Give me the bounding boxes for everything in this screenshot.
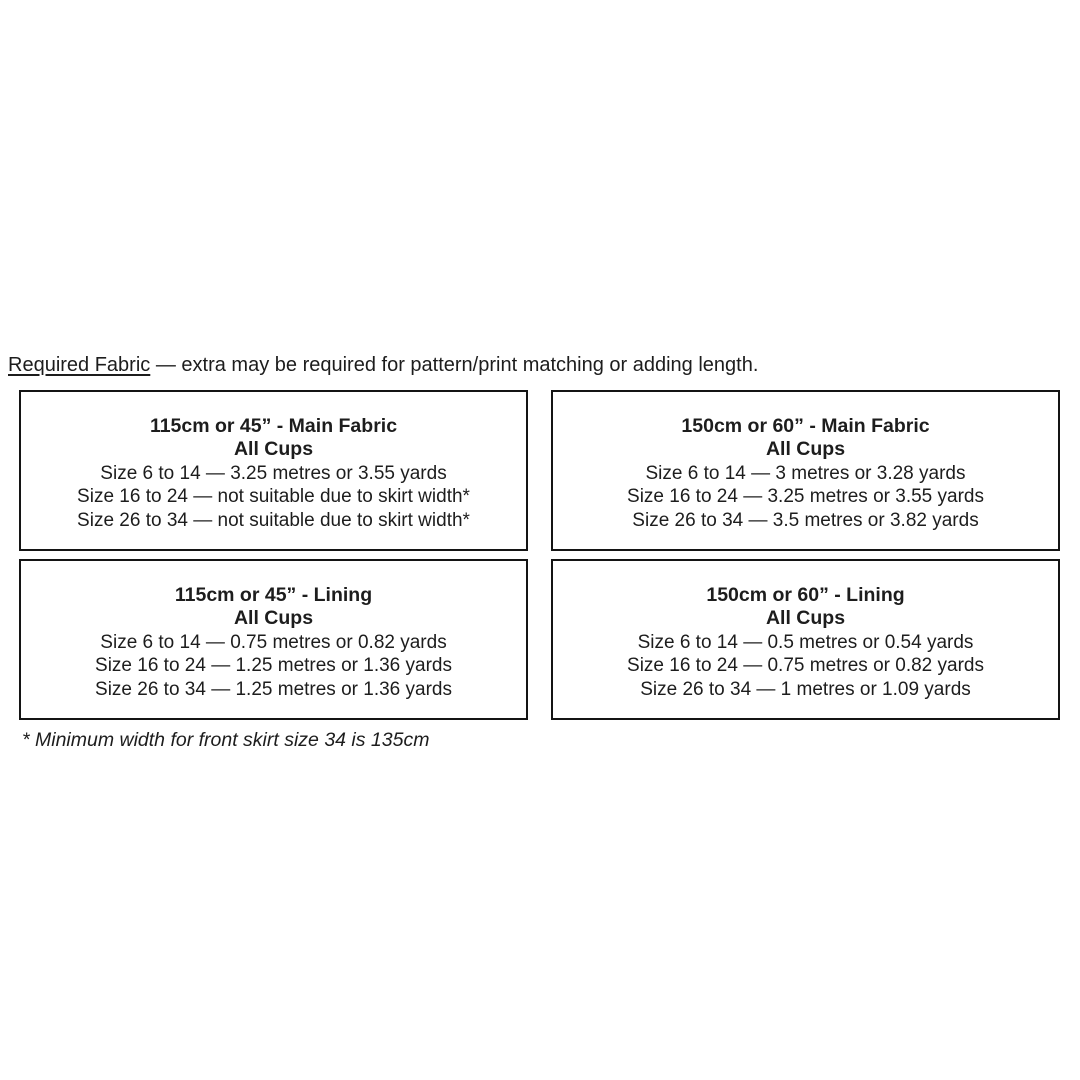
size-requirement-line: Size 16 to 24 — 3.25 metres or 3.55 yards — [627, 486, 984, 508]
box-subtitle: All Cups — [233, 438, 314, 461]
required-fabric-heading — [8, 353, 758, 378]
size-requirement-line: Size 16 to 24 — not suitable due to skirt width* — [77, 486, 470, 508]
size-requirement-line: Size 16 to 24 — 1.25 metres or 1.36 yards — [95, 655, 452, 677]
size-requirement-line: Size 16 to 24 — 0.75 metres or 0.82 yards — [627, 655, 984, 677]
size-requirement-line: Size 26 to 34 — 3.5 metres or 3.82 yards — [632, 509, 979, 531]
box-title: 115cm or 45” - Main Fabric — [149, 414, 398, 437]
box-title: 150cm or 60” - Lining — [706, 583, 905, 606]
required-fabric-note: — extra may be required for pattern/print matching or adding length. — [150, 354, 759, 376]
required-fabric-label: Required Fabric — [8, 354, 151, 376]
size-requirement-line: Size 6 to 14 — 3 metres or 3.28 yards — [645, 462, 966, 484]
size-requirement-line: Size 26 to 34 — 1 metres or 1.09 yards — [640, 678, 971, 700]
size-requirement-line: Size 26 to 34 — 1.25 metres or 1.36 yards — [95, 678, 452, 700]
size-requirement-line: Size 6 to 14 — 3.25 metres or 3.55 yards — [100, 462, 447, 484]
minimum-width-footnote: * Minimum width for front skirt size 34 is 135cm — [22, 729, 430, 751]
fabric-requirements-grid — [19, 390, 1060, 720]
box-title: 150cm or 60” - Main Fabric — [681, 414, 930, 437]
box-title: 115cm or 45” - Lining — [174, 583, 373, 606]
box-main-fabric-115cm — [19, 390, 528, 551]
box-lining-115cm — [19, 559, 528, 720]
box-lining-150cm — [551, 559, 1060, 720]
size-requirement-line: Size 6 to 14 — 0.5 metres or 0.54 yards — [637, 631, 974, 653]
box-main-fabric-150cm — [551, 390, 1060, 551]
size-requirement-line: Size 6 to 14 — 0.75 metres or 0.82 yards — [100, 631, 447, 653]
size-requirement-line: Size 26 to 34 — not suitable due to skirt width* — [77, 509, 470, 531]
box-subtitle: All Cups — [765, 438, 846, 461]
box-subtitle: All Cups — [765, 607, 846, 630]
box-subtitle: All Cups — [233, 607, 314, 630]
